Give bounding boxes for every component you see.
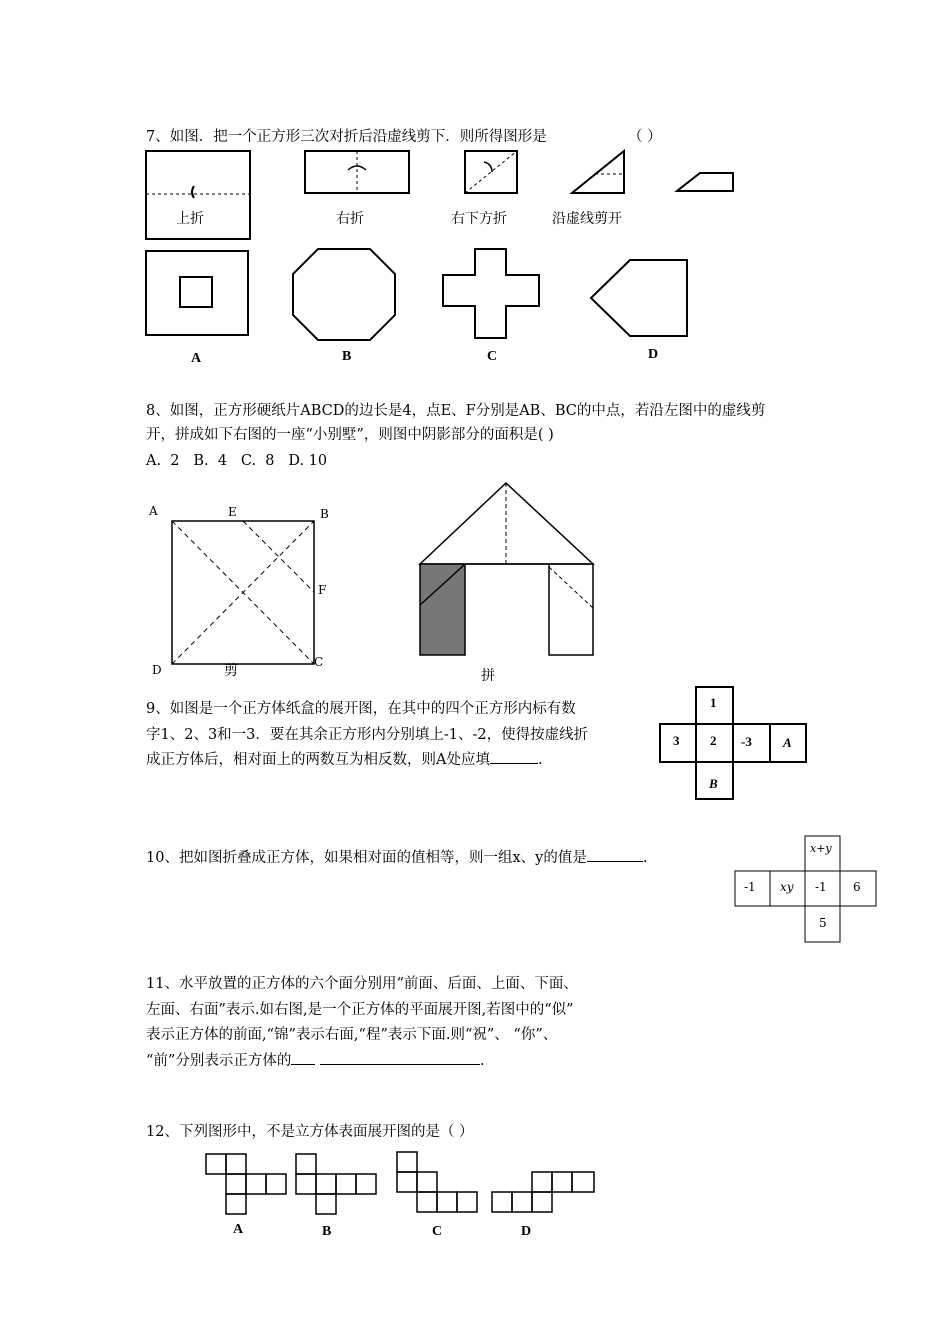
q9-cell-bottom: B [709,776,718,791]
q7-option-b-figure [293,249,395,340]
q8-point-c: C [314,655,324,669]
q8-assemble-label: 拼 [481,668,495,684]
q9-line1: 9、如图是一个正方体纸盒的展开图，在其中的四个正方形内标有数 [146,701,576,717]
q10-cell-top: x+y [810,842,832,855]
q8-point-f: F [318,583,327,597]
q8-point-d: D [152,663,162,677]
q8-square-abcd [172,521,314,664]
q8-point-e: E [228,505,237,519]
q7-option-a-label: A [191,351,202,366]
q9-line2: 字1、2、3和一3．要在其余正方形内分别填上-1、-2，使得按虚线折 [146,727,589,743]
q8-line2: 开，拼成如下右图的一座“小别墅”，则图中阴影部分的面积是( ) [146,427,554,443]
q7-option-c-figure [443,249,539,338]
q11-line2: 左面、右面”表示.如右图,是一个正方体的平面展开图,若图中的“似” [146,1002,574,1018]
q7-option-c-label: C [487,349,498,364]
q9-cell-right2: A [783,735,792,750]
q8-line1: 8、如图，正方形硬纸片ABCD的边长是4，点E、F分别是AB、BC的中点，若沿左图中的虚线剪 [146,403,766,419]
q10-cell-1: -1 [744,880,756,894]
q9-cell-right1: -3 [741,734,752,749]
q7-option-d-label: D [648,347,659,362]
q9-answer-blank[interactable] [490,763,538,764]
q12-net-c [397,1152,477,1212]
q12-text: 12、下列图形中，不是立方体表面展开图的是（ ） [146,1124,474,1140]
q8-cut-label: 剪 [224,663,238,679]
q11-line3: 表示正方体的前面,“锦”表示右面,“程”表示下面.则“祝”、 “你”、 [146,1027,558,1043]
q7-answer-paren: （ ） [628,129,662,145]
q8-villa-figure [420,483,593,655]
q8-choices: A. 2 B. 4 C. 8 D. 10 [146,453,328,469]
q12-option-b-label: B [322,1224,332,1239]
q10-answer-blank[interactable] [587,861,643,862]
q8-point-b: B [320,507,329,521]
q9-line3: 成正方体后，相对面上的两数互为相反数，则A处应填 . [146,752,543,768]
q9-cell-center: 2 [710,733,717,748]
q7-cut-result [677,173,733,191]
q12-net-b [296,1154,376,1214]
q10-text: 10、把如图折叠成正方体，如果相对面的值相等，则一组x、y的值是 . [146,850,648,866]
q7-step2-label: 右折 [336,211,364,227]
q7-step2-figure [305,151,409,193]
q7-step1-label: 上折 [176,211,204,227]
q12-net-d [492,1172,594,1212]
q10-cell-2: xy [780,880,794,894]
q7-step3-label: 右下方折 [451,211,507,227]
q12-net-a [206,1154,286,1214]
q7-text: 7、如图．把一个正方形三次对折后沿虚线剪下．则所得图形是 [146,129,547,145]
q12-option-d-label: D [521,1224,532,1239]
q11-answer-blank-1[interactable] [291,1064,315,1065]
q10-cell-3: -1 [815,880,827,894]
q8-point-a: A [149,504,158,518]
q12-option-c-label: C [432,1224,443,1239]
q7-option-b-label: B [342,349,352,364]
q10-cell-4: 6 [853,880,861,894]
q7-option-d-figure [591,260,687,336]
q7-step3-figure [465,151,517,193]
q12-option-a-label: A [233,1222,244,1237]
q7-step4-label: 沿虚线剪开 [552,211,622,227]
q11-line1: 11、水平放置的正方体的六个面分别用“前面、后面、上面、下面、 [146,976,578,992]
q11-answer-blank-2[interactable] [320,1064,480,1065]
q10-cell-bottom: 5 [819,916,827,930]
q7-step4-figure [572,151,624,193]
q9-cell-left: 3 [673,733,680,748]
q11-line4: “前”分别表示正方体的 . [146,1053,485,1069]
q9-cell-top: 1 [710,695,717,710]
q7-option-a-figure [146,251,248,335]
